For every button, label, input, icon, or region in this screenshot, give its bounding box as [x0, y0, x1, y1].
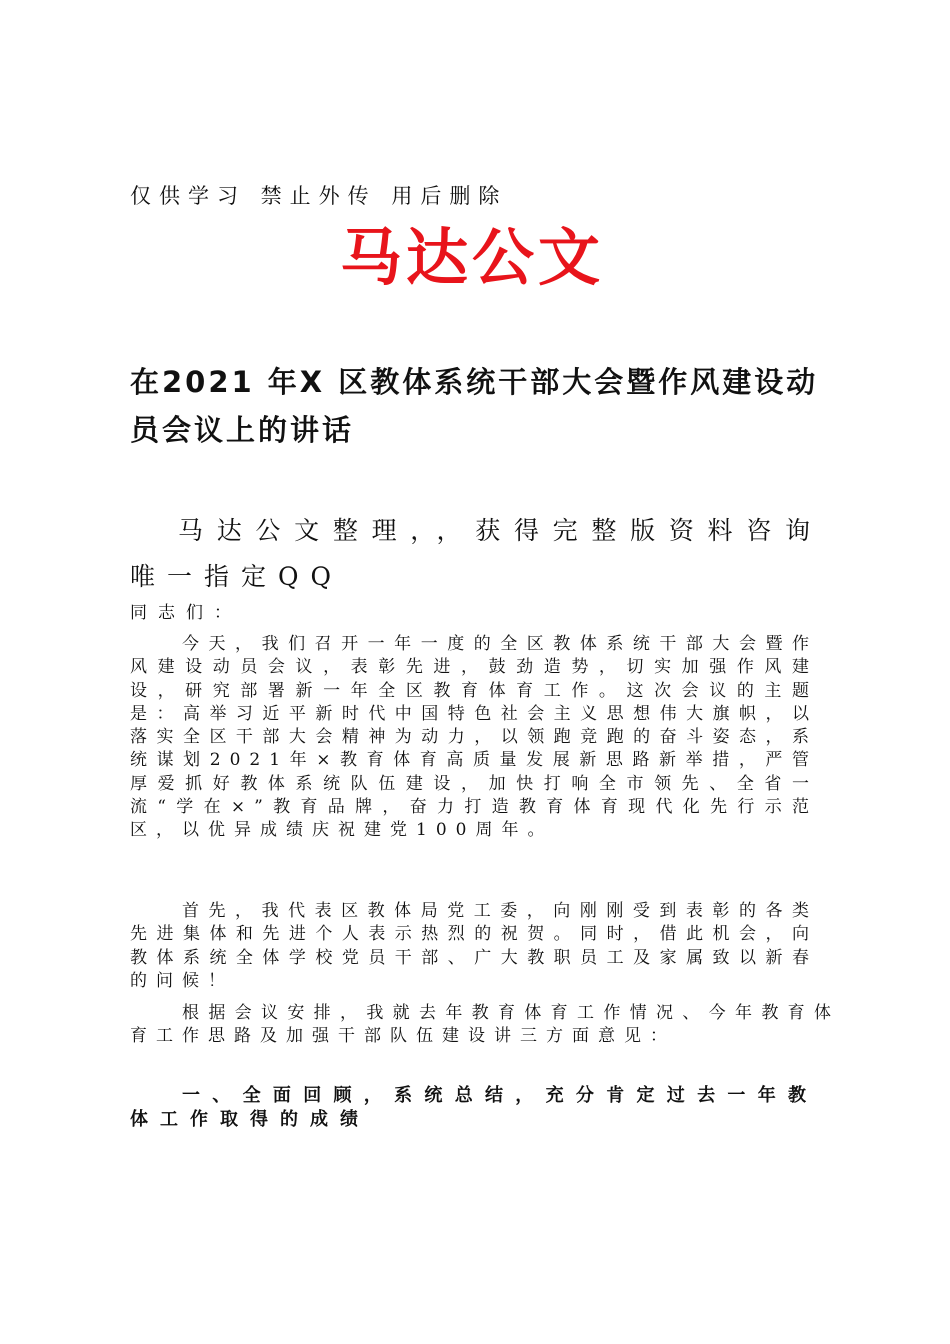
intro-text: 马达公文整理，，获得完整版资料咨询唯一指定QQ	[130, 516, 822, 591]
brand-logo-text: 马达公文	[340, 221, 605, 294]
usage-notice: 仅供学习 禁止外传 用后删除	[130, 184, 508, 208]
section-heading: 一、全面回顾，系统总结，充分肯定过去一年教体工作取得的成绩	[130, 1085, 818, 1130]
paragraph-1: 今天，我们召开一年一度的全区教体系统干部大会暨作风建设动员会议，表彰先进，鼓劲造势，切实加强作风建设，研究部署新一年全区教育体育工作。这次会议的主题是：高举习近平新时代中国特色社会主义思想伟大旗帜，以落实全区干部大会精神为动力，以领跑竞跑的奋斗姿态，系统谋划2021年×教育体育高质量发展新思路新举措，严管厚爱抓好教体系统队伍建设，加快打响全市领先、全省一流“学在×”教育品牌，奋力打造教育体育现代化先行示范区，以优异成绩庆祝建党100周年。	[130, 634, 818, 841]
document-title: 在2021 年X 区教体系统干部大会暨作风建设动员会议上的讲话	[130, 365, 819, 447]
paragraph-3: 根据会议安排，我就去年教育体育工作情况、今年教育体育工作思路及加强干部队伍建设讲三方面意见：	[130, 1003, 840, 1047]
paragraph-2: 首先，我代表区教体局党工委，向刚刚受到表彰的各类先进集体和先进个人表示热烈的祝贺。同时，借此机会，向教体系统全体学校党员干部、广大教职员工及家属致以新春的问候！	[130, 901, 818, 991]
greeting: 同志们：	[130, 603, 242, 623]
intro-line	[130, 508, 822, 600]
